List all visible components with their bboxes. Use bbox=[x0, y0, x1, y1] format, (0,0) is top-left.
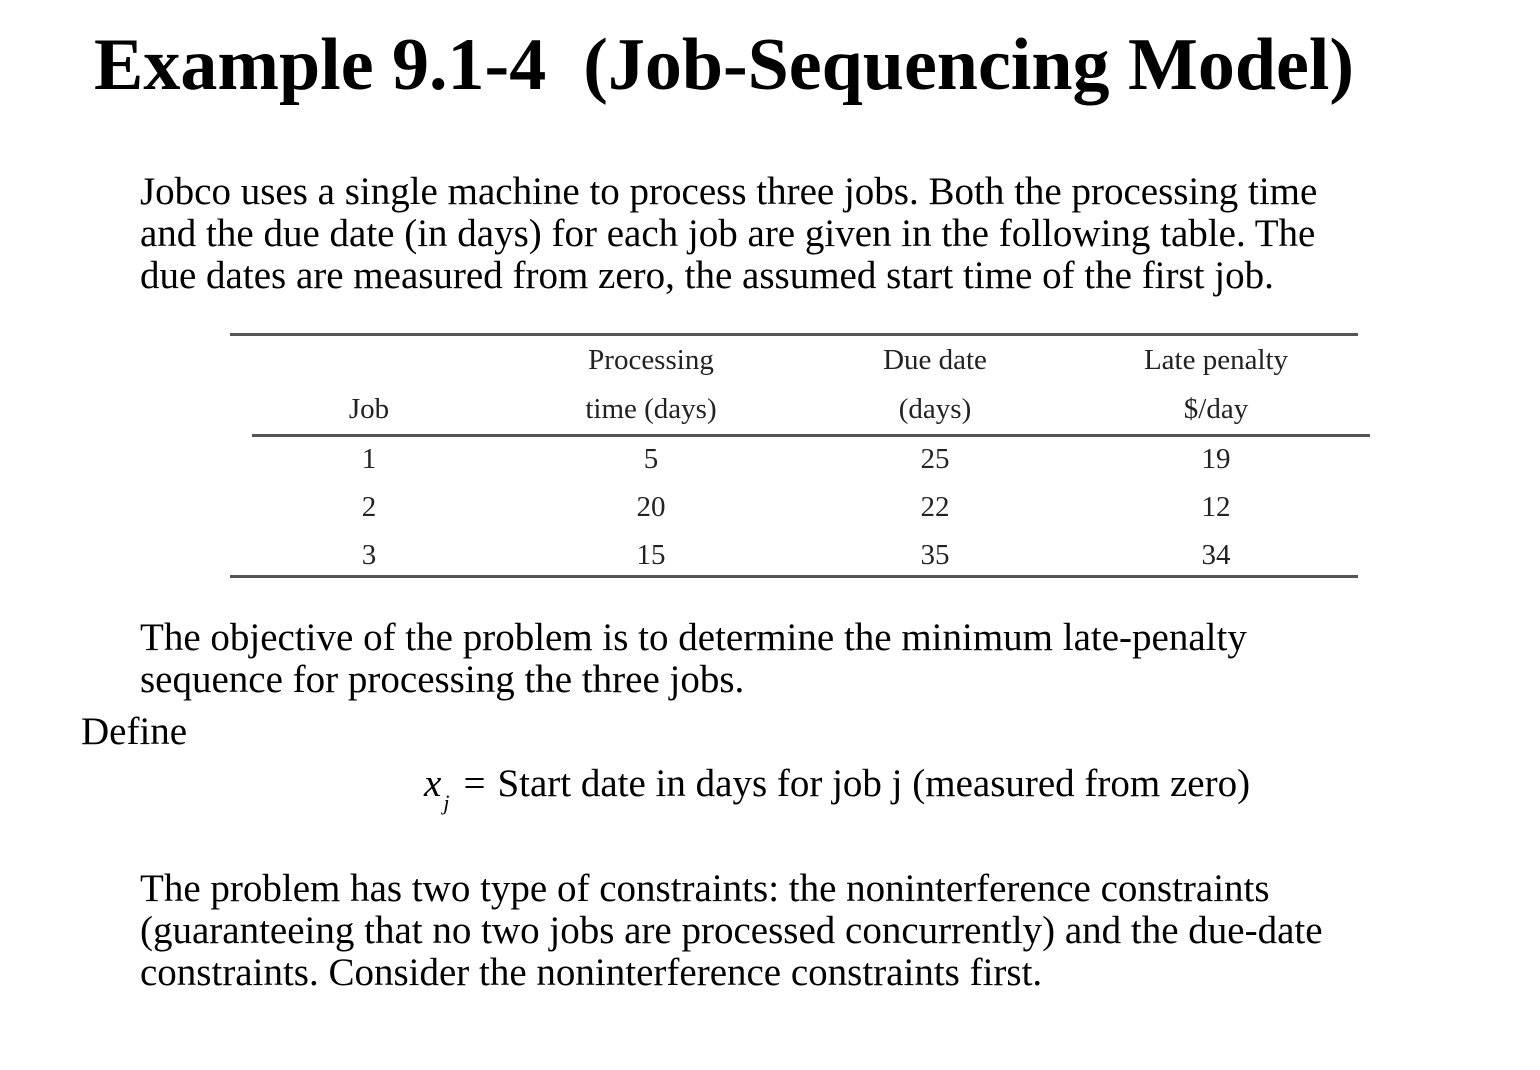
table-header-rule bbox=[252, 434, 1370, 437]
intro-line: and the due date (in days) for each job are given in the following table. The bbox=[140, 212, 1316, 255]
table-cell-processing: 5 bbox=[643, 443, 659, 475]
header-late-penalty-bottom: $/day bbox=[1183, 393, 1249, 425]
constraints-line: constraints. Consider the noninterference constraints first. bbox=[140, 951, 1043, 994]
intro-line: due dates are measured from zero, the assumed start time of the first job. bbox=[140, 254, 1274, 297]
objective-paragraph bbox=[140, 617, 1247, 701]
header-job: Job bbox=[348, 393, 390, 425]
intro-paragraph bbox=[140, 171, 1317, 297]
header-due-date-top: Due date bbox=[883, 344, 987, 376]
table-cell-penalty: 12 bbox=[1201, 491, 1231, 523]
objective-line: sequence for processing the three jobs. bbox=[140, 658, 745, 701]
table-top-rule bbox=[230, 333, 1358, 336]
formula-equals: = bbox=[463, 762, 486, 805]
table-cell-job: 1 bbox=[361, 443, 377, 475]
table-cell-due-date: 35 bbox=[920, 539, 950, 571]
define-label: Define bbox=[81, 710, 188, 753]
constraints-line: (guaranteeing that no two jobs are processed concurrently) and the due-date bbox=[140, 909, 1323, 952]
variable-definition bbox=[424, 762, 1251, 815]
header-late-penalty-top: Late penalty bbox=[1143, 344, 1289, 376]
header-processing-top: Processing bbox=[588, 344, 714, 376]
intro-line: Jobco uses a single machine to process three jobs. Both the processing time bbox=[140, 170, 1318, 213]
table-cell-due-date: 25 bbox=[920, 443, 950, 475]
table-cell-penalty: 19 bbox=[1201, 443, 1231, 475]
table-cell-job: 3 bbox=[361, 539, 377, 571]
table-cell-processing: 15 bbox=[636, 539, 666, 571]
constraints-line: The problem has two type of constraints: the noninterference constraints bbox=[140, 867, 1270, 910]
table-cell-penalty: 34 bbox=[1201, 539, 1231, 571]
formula-subscript: j bbox=[443, 790, 450, 815]
table-cell-job: 2 bbox=[361, 491, 377, 523]
header-due-date-bottom: (days) bbox=[898, 393, 972, 425]
header-processing-bottom: time (days) bbox=[585, 393, 717, 425]
constraints-paragraph bbox=[140, 868, 1323, 994]
objective-line: The objective of the problem is to determine the minimum late-penalty bbox=[140, 616, 1247, 659]
formula-description: Start date in days for job j (measured from zero) bbox=[497, 762, 1251, 805]
table-cell-due-date: 22 bbox=[920, 491, 950, 523]
table-bottom-rule bbox=[230, 575, 1358, 578]
page-title: Example 9.1-4 (Job-Sequencing Model) bbox=[94, 24, 1355, 106]
table-cell-processing: 20 bbox=[636, 491, 666, 523]
job-table bbox=[230, 333, 1360, 580]
formula-variable: x bbox=[424, 762, 442, 805]
